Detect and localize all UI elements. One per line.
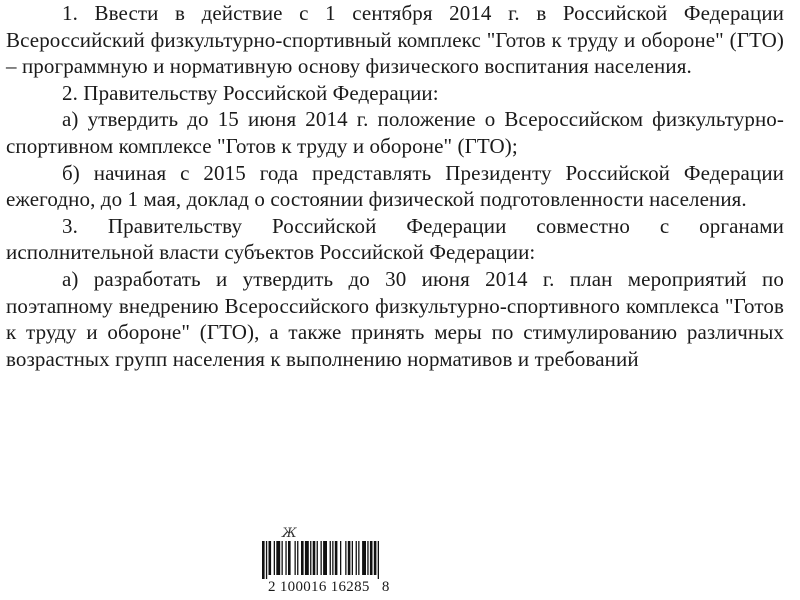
barcode-bar	[282, 541, 283, 575]
barcode-bar	[370, 541, 373, 575]
barcode-mark: Ж	[282, 526, 297, 541]
barcode-bar	[297, 541, 298, 575]
barcode-bar	[356, 541, 357, 575]
barcode-bar	[340, 541, 341, 575]
barcode-bar	[276, 541, 280, 575]
paragraph-2: 2. Правительству Российской Федерации:	[62, 80, 439, 105]
paragraph-3a: а) разработать и утвердить до 30 июня 2014 г. план мероприятий по поэтапному внедрению Всероссийского физкультурно-спортивного комплекса "Готов к труду и обороне" (ГТО), а также принять меры по стимулированию различных возрастных групп населения к выполнению нормативов и требований	[6, 266, 784, 371]
barcode-bar	[285, 541, 286, 575]
barcode-bar	[352, 541, 353, 575]
barcode	[262, 527, 412, 599]
barcode-bar	[367, 541, 368, 575]
barcode-bar	[321, 541, 322, 575]
paragraph-2b: б) начиная с 2015 года представлять Президенту Российской Федерации ежегодно, до 1 мая, доклад о состоянии физической подготовленности населения.	[6, 160, 784, 212]
barcode-bar	[288, 541, 291, 575]
barcode-bar	[362, 541, 366, 575]
barcode-bar	[310, 541, 311, 575]
barcode-bar	[305, 541, 309, 575]
barcode-bar	[323, 541, 327, 575]
barcode-bar	[335, 541, 338, 575]
barcode-bar	[295, 541, 296, 575]
barcode-bar	[332, 541, 333, 575]
paragraph-1: 1. Ввести в действие с 1 сентября 2014 г. в Российской Федерации Всероссийский физкультурно-спортивный комплекс "Готов к труду и обороне" (ГТО) – программную и нормативную основу физического воспитания населения.	[6, 1, 784, 79]
barcode-bar	[345, 541, 346, 575]
document-body	[6, 0, 784, 372]
barcode-bar	[358, 541, 359, 575]
barcode-bar	[274, 541, 275, 575]
paragraph-2a: а) утвердить до 15 июня 2014 г. положение о Всероссийском физкультурно-спортивном комплексе "Готов к труду и обороне" (ГТО);	[6, 107, 784, 158]
barcode-bar	[262, 541, 265, 579]
barcode-bar	[348, 541, 351, 575]
barcode-bar	[317, 541, 318, 575]
barcode-number: 2 100016 16285 8	[268, 579, 390, 595]
paragraph-3: 3. Правительству Российской Федерации совместно с органами исполнительной власти субъектов Российской Федерации:	[6, 213, 784, 265]
barcode-bar	[330, 541, 331, 575]
barcode-bar	[266, 541, 267, 579]
barcode-bar	[378, 541, 379, 579]
barcode-bar	[374, 541, 377, 575]
barcode-bar	[313, 541, 316, 575]
barcode-bar	[269, 541, 272, 575]
barcode-bar	[301, 541, 304, 575]
barcode-bars	[262, 541, 412, 579]
